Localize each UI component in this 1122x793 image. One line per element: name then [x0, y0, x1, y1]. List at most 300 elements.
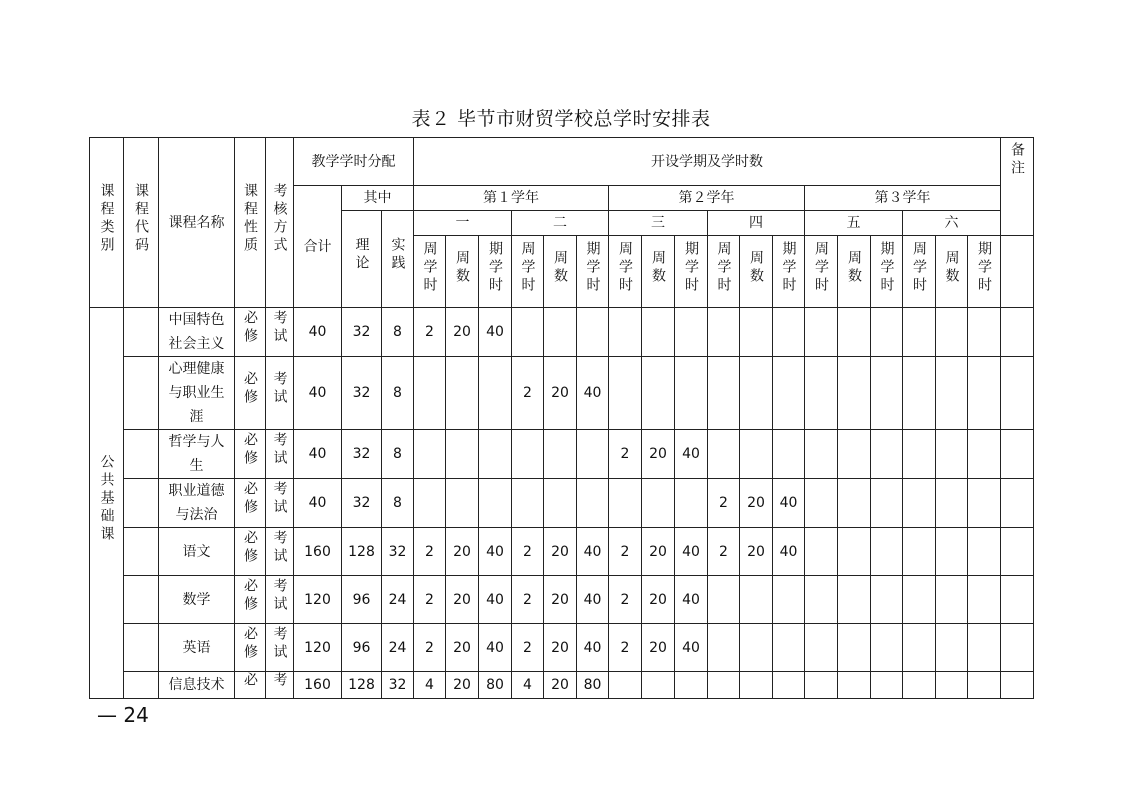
- header-week-hours-label: 周学时: [421, 240, 438, 295]
- course-name-text: 数学: [182, 591, 211, 608]
- sem5-weeks: [838, 308, 871, 357]
- sem4-weeks: [740, 430, 773, 479]
- sem2-weeks: 20: [544, 576, 577, 624]
- header-term-hours-label: 期学时: [780, 240, 797, 295]
- sem4-term-hours: [773, 308, 805, 357]
- sem6-term-hours: [968, 308, 1001, 357]
- course-exam: [266, 308, 294, 357]
- sem2-week-hours: [512, 308, 544, 357]
- page-title: 表２ 毕节市财贸学校总学时安排表: [411, 108, 711, 130]
- course-exam-text: 考试: [271, 529, 288, 566]
- header-semester-5: 五: [805, 211, 903, 236]
- table-row: [90, 576, 1034, 624]
- sem3-weeks: 20: [642, 576, 675, 624]
- course-nature-text: 必修: [242, 432, 258, 468]
- sem4-week-hours: [708, 576, 740, 624]
- header-name: 课程名称: [159, 138, 235, 308]
- hours-practice: 32: [382, 672, 414, 699]
- sem4-term-hours: [773, 624, 805, 672]
- note-cell: [1001, 430, 1034, 479]
- sem3-weeks: 20: [642, 528, 675, 576]
- hours-practice: 8: [382, 479, 414, 528]
- header-code: 课程代码: [124, 138, 159, 308]
- sem4-weeks: [740, 672, 773, 699]
- sem3-term-hours: 40: [675, 528, 708, 576]
- header-weeks-label: 周数: [552, 249, 568, 286]
- course-name: [159, 479, 235, 528]
- sem5-term-hours: [871, 479, 903, 528]
- note-cell: [1001, 308, 1034, 357]
- sem5-term-hours: [871, 528, 903, 576]
- sem6-week-hours: [903, 528, 936, 576]
- header-year-1: 第１学年: [414, 186, 609, 211]
- sem3-week-hours: 2: [609, 528, 642, 576]
- sem5-weeks: [838, 576, 871, 624]
- category-label: 公共基础课: [98, 454, 115, 544]
- sem6-weeks: [936, 479, 968, 528]
- header-practice: 实践: [382, 211, 414, 308]
- sem1-week-hours: 4: [414, 672, 446, 699]
- hours-theory: 32: [342, 430, 382, 479]
- sem1-week-hours: [414, 479, 446, 528]
- sem4-week-hours: [708, 357, 740, 430]
- sem6-term-hours: [968, 430, 1001, 479]
- sem6-term-hours: [968, 576, 1001, 624]
- sem6-term-hours: [968, 357, 1001, 430]
- course-code: [124, 672, 159, 699]
- sem6-weeks: [936, 576, 968, 624]
- sem1-term-hours: 40: [479, 308, 512, 357]
- hours-theory: 96: [342, 624, 382, 672]
- sem1-weeks: 20: [446, 576, 479, 624]
- sem6-term-hours: [968, 672, 1001, 699]
- course-name: [159, 624, 235, 672]
- course-exam-text: 考试: [271, 625, 288, 662]
- course-name-text: 哲学与人生: [168, 434, 225, 474]
- sem2-weeks: 20: [544, 672, 577, 699]
- hours-total: 40: [294, 479, 342, 528]
- course-nature: [235, 624, 266, 672]
- course-exam: [266, 576, 294, 624]
- course-name-text: 信息技术: [168, 677, 225, 693]
- sem1-weeks: [446, 357, 479, 430]
- header-nature: 课程性质: [235, 138, 266, 308]
- page-number: — 24: [97, 703, 149, 727]
- course-exam: [266, 430, 294, 479]
- course-name: [159, 357, 235, 430]
- sem1-weeks: 20: [446, 528, 479, 576]
- header-term-hours-label: 期学时: [487, 240, 503, 295]
- sem2-term-hours: 40: [577, 357, 609, 430]
- sem2-term-hours: [577, 430, 609, 479]
- sem2-week-hours: [512, 430, 544, 479]
- sem3-term-hours: 40: [675, 624, 708, 672]
- course-name-text: 心理健康与职业生涯: [168, 361, 225, 425]
- sem1-weeks: 20: [446, 672, 479, 699]
- course-nature-text: 必修: [242, 529, 258, 566]
- sem4-week-hours: [708, 308, 740, 357]
- sem3-week-hours: 2: [609, 430, 642, 479]
- header-weeks-label: 周数: [943, 249, 960, 286]
- sem2-weeks: [544, 479, 577, 528]
- course-nature: [235, 430, 266, 479]
- course-exam-text: 考试: [271, 577, 288, 614]
- sem3-week-hours: [609, 672, 642, 699]
- sem2-weeks: 20: [544, 357, 577, 430]
- header-term-hours-s4: [773, 236, 805, 308]
- course-name: [159, 528, 235, 576]
- sem6-weeks: [936, 357, 968, 430]
- course-exam: [266, 528, 294, 576]
- sem2-week-hours: [512, 479, 544, 528]
- sem4-week-hours: [708, 624, 740, 672]
- note-cell: [1001, 479, 1034, 528]
- hours-theory: 32: [342, 479, 382, 528]
- header-weeks-label: 周数: [454, 249, 470, 286]
- sem1-term-hours: [479, 357, 512, 430]
- sem1-term-hours: 40: [479, 528, 512, 576]
- sem2-week-hours: 4: [512, 672, 544, 699]
- course-exam-text: 考试: [271, 432, 288, 468]
- course-nature: [235, 576, 266, 624]
- header-term-hours-label: 期学时: [584, 240, 601, 295]
- header-term-hours-s1: [479, 236, 512, 308]
- sem2-term-hours: 40: [577, 528, 609, 576]
- hours-practice: 24: [382, 624, 414, 672]
- course-nature-text: 必修: [242, 577, 258, 614]
- sem4-term-hours: [773, 672, 805, 699]
- sem5-week-hours: [805, 430, 838, 479]
- sem1-week-hours: 2: [414, 576, 446, 624]
- sem5-week-hours: [805, 576, 838, 624]
- header-category: 课程类别: [90, 138, 124, 308]
- header-exam: 考核方式: [266, 138, 294, 308]
- sem6-week-hours: [903, 308, 936, 357]
- sem3-weeks: [642, 308, 675, 357]
- header-week-hours-label: 周学时: [617, 240, 633, 295]
- course-nature: [235, 479, 266, 528]
- sem4-week-hours: [708, 430, 740, 479]
- sem2-term-hours: 40: [577, 624, 609, 672]
- sem2-week-hours: 2: [512, 576, 544, 624]
- sem5-term-hours: [871, 672, 903, 699]
- sem6-week-hours: [903, 576, 936, 624]
- course-name-text: 英语: [182, 639, 211, 656]
- course-name: [159, 430, 235, 479]
- header-weeks-s4: [740, 236, 773, 308]
- sem6-week-hours: [903, 479, 936, 528]
- sem2-term-hours: [577, 308, 609, 357]
- header-term-hours-s6: [968, 236, 1001, 308]
- sem3-week-hours: [609, 479, 642, 528]
- sem5-term-hours: [871, 430, 903, 479]
- table-row: [90, 672, 1034, 699]
- course-exam-text: 考试: [271, 371, 288, 407]
- header-semester-6: 六: [903, 211, 1001, 236]
- hours-total: 160: [294, 528, 342, 576]
- sem3-week-hours: 2: [609, 624, 642, 672]
- header-note: 备注: [1001, 138, 1034, 236]
- sem1-weeks: [446, 479, 479, 528]
- sem2-weeks: [544, 430, 577, 479]
- sem1-term-hours: [479, 430, 512, 479]
- course-nature-text: 必修: [242, 371, 258, 407]
- sem3-weeks: 20: [642, 430, 675, 479]
- sem2-term-hours: 80: [577, 672, 609, 699]
- sem4-term-hours: 40: [773, 479, 805, 528]
- hours-theory: 32: [342, 308, 382, 357]
- course-name-text: 中国特色社会主义: [168, 312, 225, 352]
- sem6-weeks: [936, 672, 968, 699]
- sem6-weeks: [936, 528, 968, 576]
- header-semester-1: 一: [414, 211, 512, 236]
- sem4-weeks: 20: [740, 479, 773, 528]
- course-exam: [266, 479, 294, 528]
- header-total: 合计: [294, 186, 342, 308]
- hours-theory: 128: [342, 672, 382, 699]
- header-weeks-label: 周数: [846, 249, 862, 286]
- sem3-term-hours: 40: [675, 430, 708, 479]
- sem5-term-hours: [871, 576, 903, 624]
- sem5-term-hours: [871, 624, 903, 672]
- header-week-hours-s6: [903, 236, 936, 308]
- course-nature: [235, 357, 266, 430]
- table-row: [90, 357, 1034, 430]
- sem5-week-hours: [805, 528, 838, 576]
- table-row: [90, 624, 1034, 672]
- sem6-term-hours: [968, 479, 1001, 528]
- note-cell: [1001, 576, 1034, 624]
- header-week-hours-label: 周学时: [519, 240, 536, 295]
- sem1-weeks: 20: [446, 624, 479, 672]
- sem5-weeks: [838, 672, 871, 699]
- sem5-term-hours: [871, 357, 903, 430]
- sem3-term-hours: [675, 308, 708, 357]
- sem5-weeks: [838, 528, 871, 576]
- header-semesters: 开设学期及学时数: [414, 138, 1001, 186]
- table-row: [90, 430, 1034, 479]
- header-semester-3: 三: [609, 211, 708, 236]
- sem2-term-hours: 40: [577, 576, 609, 624]
- sem5-week-hours: [805, 624, 838, 672]
- header-year-2: 第２学年: [609, 186, 805, 211]
- course-nature: [235, 672, 266, 699]
- sem4-term-hours: 40: [773, 528, 805, 576]
- header-of-which: 其中: [342, 186, 414, 211]
- course-name: [159, 308, 235, 357]
- sem4-weeks: [740, 624, 773, 672]
- course-nature: [235, 528, 266, 576]
- sem4-week-hours: 2: [708, 528, 740, 576]
- hours-practice: 8: [382, 308, 414, 357]
- hours-theory: 96: [342, 576, 382, 624]
- header-year-3: 第３学年: [805, 186, 1001, 211]
- course-code: [124, 479, 159, 528]
- note-cell: [1001, 357, 1034, 430]
- schedule-table: [89, 137, 1034, 699]
- course-code: [124, 528, 159, 576]
- sem4-weeks: [740, 576, 773, 624]
- course-code: [124, 624, 159, 672]
- sem1-term-hours: 40: [479, 624, 512, 672]
- sem2-term-hours: [577, 479, 609, 528]
- header-week-hours-s2: [512, 236, 544, 308]
- header-term-hours-label: 期学时: [976, 240, 992, 295]
- note-cell: [1001, 624, 1034, 672]
- sem1-term-hours: [479, 479, 512, 528]
- sem4-term-hours: [773, 576, 805, 624]
- sem2-week-hours: 2: [512, 357, 544, 430]
- hours-practice: 32: [382, 528, 414, 576]
- sem4-term-hours: [773, 357, 805, 430]
- sem2-weeks: [544, 308, 577, 357]
- sem4-week-hours: 2: [708, 479, 740, 528]
- sem3-term-hours: [675, 357, 708, 430]
- sem4-weeks: [740, 308, 773, 357]
- header-theory: 理论: [342, 211, 382, 308]
- course-code: [124, 576, 159, 624]
- header-week-hours-s1: [414, 236, 446, 308]
- header-weeks-s6: [936, 236, 968, 308]
- sem1-week-hours: 2: [414, 308, 446, 357]
- header-term-hours-label: 期学时: [683, 240, 699, 295]
- sem6-weeks: [936, 624, 968, 672]
- header-week-hours-s3: [609, 236, 642, 308]
- sem3-week-hours: 2: [609, 576, 642, 624]
- course-exam-text: 考试: [271, 310, 288, 346]
- sem1-term-hours: 80: [479, 672, 512, 699]
- course-nature-text: 必修: [242, 310, 258, 346]
- sem3-week-hours: [609, 308, 642, 357]
- sem1-week-hours: 2: [414, 624, 446, 672]
- category-public-basic: [90, 308, 124, 699]
- course-exam: [266, 624, 294, 672]
- header-term-hours-s2: [577, 236, 609, 308]
- header-weeks-label: 周数: [650, 249, 666, 286]
- header-week-hours-label: 周学时: [715, 240, 732, 295]
- header-semester-4: 四: [708, 211, 805, 236]
- hours-theory: 128: [342, 528, 382, 576]
- sem4-week-hours: [708, 672, 740, 699]
- table-row: [90, 308, 1034, 357]
- header-weeks-s2: [544, 236, 577, 308]
- sem3-term-hours: 40: [675, 576, 708, 624]
- sem3-weeks: [642, 672, 675, 699]
- sem5-weeks: [838, 624, 871, 672]
- course-exam: [266, 672, 294, 699]
- sem1-weeks: [446, 430, 479, 479]
- sem4-term-hours: [773, 430, 805, 479]
- sem5-term-hours: [871, 308, 903, 357]
- sem6-term-hours: [968, 528, 1001, 576]
- course-nature-text: 必修: [242, 625, 258, 662]
- course-nature-text: 必: [242, 672, 258, 690]
- course-code: [124, 357, 159, 430]
- sem1-week-hours: 2: [414, 528, 446, 576]
- hours-total: 160: [294, 672, 342, 699]
- course-nature: [235, 308, 266, 357]
- header-weeks-s3: [642, 236, 675, 308]
- sem6-week-hours: [903, 624, 936, 672]
- note-cell: [1001, 528, 1034, 576]
- course-name-text: 职业道德与法治: [168, 483, 225, 523]
- sem5-week-hours: [805, 308, 838, 357]
- sem3-weeks: [642, 479, 675, 528]
- header-weeks-label: 周数: [748, 249, 764, 286]
- hours-practice: 8: [382, 357, 414, 430]
- header-weeks-s5: [838, 236, 871, 308]
- note-cell: [1001, 672, 1034, 699]
- header-note-blank: [1001, 236, 1034, 308]
- header-term-hours-s5: [871, 236, 903, 308]
- sem1-week-hours: [414, 357, 446, 430]
- header-semester-2: 二: [512, 211, 609, 236]
- course-name: [159, 672, 235, 699]
- sem5-week-hours: [805, 479, 838, 528]
- course-exam-text: 考试: [271, 481, 288, 517]
- course-exam-text: 考: [271, 672, 288, 690]
- sem3-week-hours: [609, 357, 642, 430]
- course-code: [124, 430, 159, 479]
- sem6-term-hours: [968, 624, 1001, 672]
- course-code: [124, 308, 159, 357]
- sem3-weeks: 20: [642, 624, 675, 672]
- course-name-text: 语文: [182, 543, 211, 560]
- sem6-week-hours: [903, 672, 936, 699]
- header-term-hours-s3: [675, 236, 708, 308]
- sem1-term-hours: 40: [479, 576, 512, 624]
- sem6-weeks: [936, 308, 968, 357]
- hours-total: 40: [294, 357, 342, 430]
- sem5-weeks: [838, 479, 871, 528]
- hours-theory: 32: [342, 357, 382, 430]
- table-row: [90, 479, 1034, 528]
- course-name: [159, 576, 235, 624]
- sem4-weeks: [740, 357, 773, 430]
- sem4-weeks: 20: [740, 528, 773, 576]
- header-week-hours-label: 周学时: [813, 240, 829, 295]
- sem2-weeks: 20: [544, 528, 577, 576]
- sem1-week-hours: [414, 430, 446, 479]
- sem5-weeks: [838, 430, 871, 479]
- sem1-weeks: 20: [446, 308, 479, 357]
- sem6-weeks: [936, 430, 968, 479]
- course-exam: [266, 357, 294, 430]
- sem3-term-hours: [675, 479, 708, 528]
- table-row: [90, 528, 1034, 576]
- hours-practice: 24: [382, 576, 414, 624]
- sem3-weeks: [642, 357, 675, 430]
- header-term-hours-label: 期学时: [878, 240, 895, 295]
- sem2-weeks: 20: [544, 624, 577, 672]
- sem5-week-hours: [805, 672, 838, 699]
- hours-total: 120: [294, 624, 342, 672]
- hours-practice: 8: [382, 430, 414, 479]
- sem6-week-hours: [903, 430, 936, 479]
- sem5-weeks: [838, 357, 871, 430]
- header-week-hours-s5: [805, 236, 838, 308]
- sem5-week-hours: [805, 357, 838, 430]
- header-hours-dist: 教学学时分配: [294, 138, 414, 186]
- header-week-hours-label: 周学时: [911, 240, 927, 295]
- sem6-week-hours: [903, 357, 936, 430]
- sem3-term-hours: [675, 672, 708, 699]
- course-nature-text: 必修: [242, 481, 258, 517]
- hours-total: 40: [294, 308, 342, 357]
- header-week-hours-s4: [708, 236, 740, 308]
- hours-total: 40: [294, 430, 342, 479]
- sem2-week-hours: 2: [512, 624, 544, 672]
